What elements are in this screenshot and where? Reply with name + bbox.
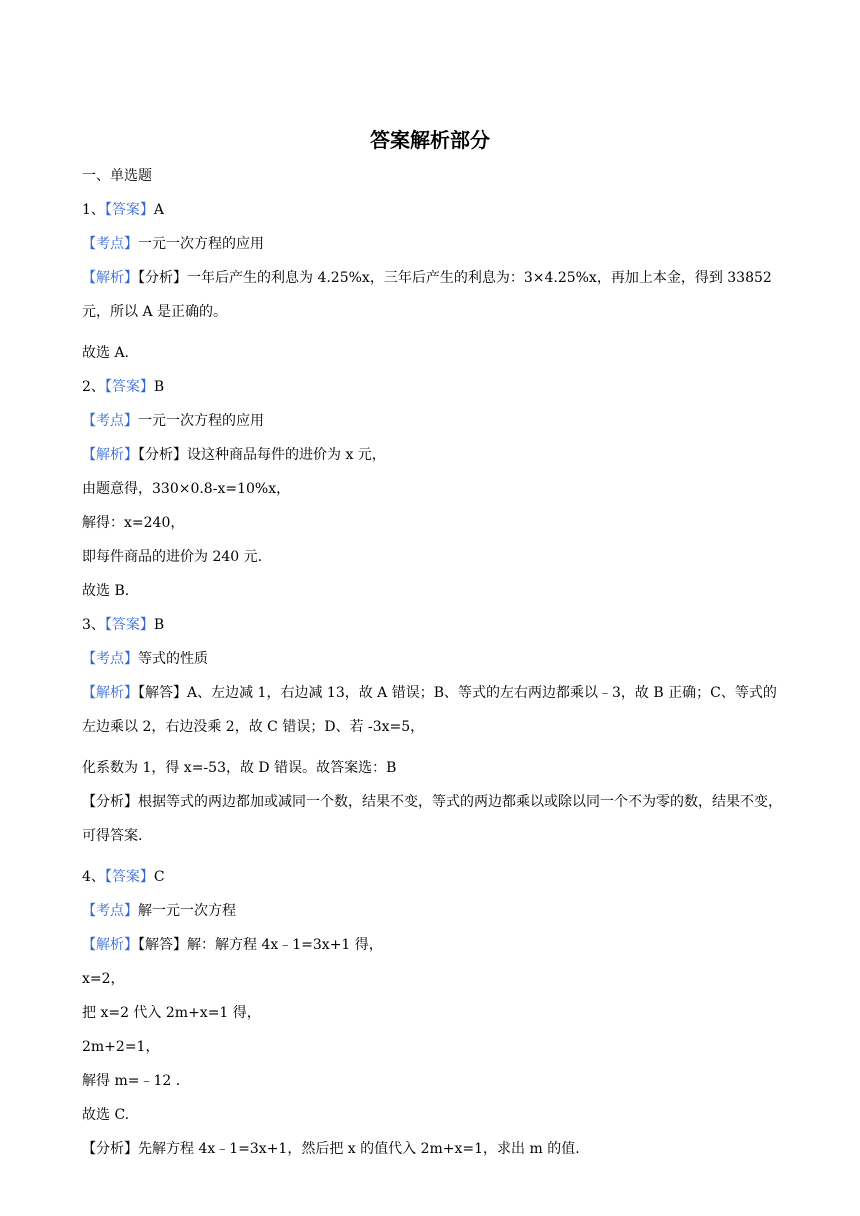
choice-q2: 故选 B. — [82, 583, 130, 599]
answer-line-q3: 3、【答案】B — [82, 617, 165, 633]
choice-q1: 故选 A. — [82, 345, 130, 361]
step-q4-1: x=2， — [82, 971, 125, 987]
analysis-q2: 【解析】【分析】设这种商品每件的进价为 x 元， — [82, 447, 386, 463]
reasoning-q4: 【分析】先解方程 4x﹣1=3x+1，然后把 x 的值代入 2m+x=1，求出 m 的值. — [82, 1141, 580, 1157]
equation-q2: 由题意得，330×0.8-x=10%x， — [82, 481, 291, 497]
answer-line-q2: 2、【答案】B — [82, 379, 165, 395]
knowledge-point-q1: 【考点】一元一次方程的应用 — [82, 236, 264, 252]
page-title: 答案解析部分 — [370, 128, 490, 152]
answer-line-q1: 1、【答案】A — [82, 202, 165, 218]
analysis-q3: 【解析】【解答】A、左边减 1，右边减 13，故 A 错误；B、等式的左右两边都乘以﹣3，故 B 正确；C、等式的左边乘以 2，右边没乘 2，故 C 错误；D、若 -3x=5， — [82, 685, 777, 735]
answer-line-q4: 4、【答案】C — [82, 869, 165, 885]
knowledge-point-q2: 【考点】一元一次方程的应用 — [82, 413, 264, 429]
solution-q2: 解得：x=240， — [82, 515, 185, 531]
result-q2: 即每件商品的进价为 240 元. — [82, 549, 263, 565]
analysis-q4: 【解析】【解答】解：解方程 4x﹣1=3x+1 得， — [82, 937, 383, 953]
step-q4-3: 2m+2=1， — [82, 1039, 160, 1055]
step-q4-2: 把 x=2 代入 2m+x=1 得， — [82, 1005, 261, 1021]
analysis-q1: 【解析】【分析】一年后产生的利息为 4.25%x，三年后产生的利息为：3×4.25%x，再加上本金，得到 33852 元，所以 A 是正确的。 — [82, 270, 772, 320]
knowledge-point-q3: 【考点】等式的性质 — [82, 651, 208, 667]
answer-content — [82, 166, 782, 1173]
reasoning-q3: 【分析】根据等式的两边都加或减同一个数，结果不变，等式的两边都乘以或除以同一个不为零的数，结果不变，可得答案. — [82, 794, 782, 844]
analysis-q3-continued: 化系数为 1，得 x=-53，故 D 错误。故答案选：B — [82, 760, 397, 776]
choice-q4: 故选 C. — [82, 1107, 130, 1123]
section-heading: 一、单选题 — [82, 168, 152, 184]
knowledge-point-q4: 【考点】解一元一次方程 — [82, 903, 236, 919]
step-q4-4: 解得 m=﹣12 . — [82, 1073, 181, 1089]
